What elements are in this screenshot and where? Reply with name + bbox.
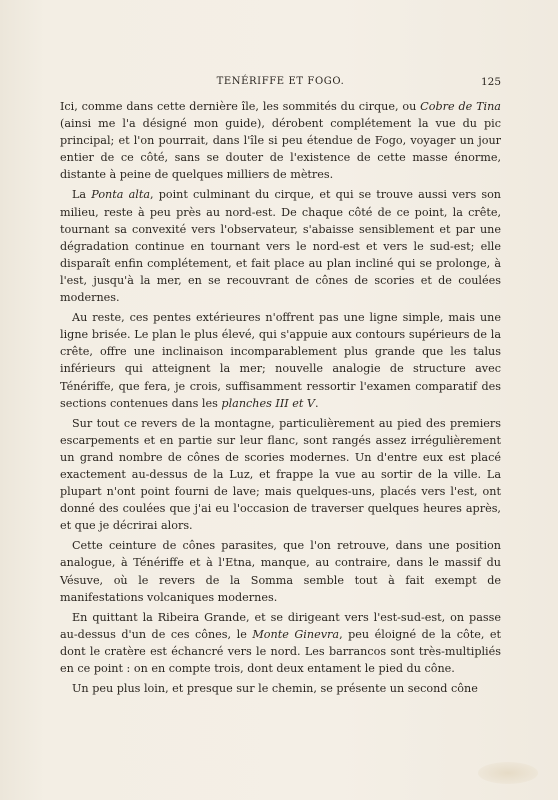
paragraph xyxy=(60,680,501,697)
text-segment: Au reste, ces pentes extérieures n'offrent pas une ligne simple, mais une ligne brisée. Le plan le plus élevé, qui s'appuie aux contours supérieurs de la crête, offre une inclinaison incomparablement plus grande que les talus inférieurs qui atteignent la mer; nouvelle analogie de structure avec Ténériffe, que fera, je crois, suffisamment ressortir l'examen comparatif des sections contenues dans les xyxy=(60,311,501,410)
page-number: 125 xyxy=(480,76,501,88)
paragraph xyxy=(60,537,501,605)
paragraph xyxy=(60,186,501,306)
text-segment: (ainsi me l'a désigné mon guide), dérobent complétement la vue du pic principal; et l'on pourrait, dans l'île si peu étendue de Fogo, voyager un jour entier de ce côté, sans se douter de l'existence de cette masse énorme, distante à peine de quelques milliers de mètres. xyxy=(60,117,501,182)
text-segment: . xyxy=(315,396,319,410)
running-title: TENÉRIFFE ET FOGO. xyxy=(216,76,345,87)
italic-text: Ponta alta xyxy=(91,188,150,202)
paragraph xyxy=(60,609,501,677)
paragraph xyxy=(60,98,501,183)
page-header xyxy=(60,76,501,92)
italic-text: Cobre de Tina xyxy=(420,100,501,113)
paragraph xyxy=(60,415,501,535)
paper-stain xyxy=(478,762,538,784)
text-segment: La xyxy=(72,188,92,202)
paragraph xyxy=(60,309,501,412)
text-segment: , point culminant du cirque, et qui se trouve aussi vers son milieu, reste à peu près au nord-est. De chaque côté de ce point, la crête, tournant sa convexité vers l'observateur, s'abaisse sensiblement et par une dégradation continue en tournant vers le nord-est et vers le sud-est; elle disparaît enfin complétement, et fait place au plan incliné qui se prolonge, à l'est, jusqu'à la mer, en se recouvrant de cônes de scories et de coulées modernes. xyxy=(60,188,502,305)
text-segment: Cette ceinture de cônes parasites, que l'on retrouve, dans une position analogue, à Ténériffe et à l'Etna, manque, au contraire, dans le massif du Vésuve, où le revers de la Somma semble tout à fait exempt de manifestations volcaniques modernes. xyxy=(60,539,501,604)
italic-text: planches III et V xyxy=(221,396,315,410)
text-segment: Sur tout ce revers de la montagne, particulièrement au pied des premiers escarpements et en partie sur leur flanc, sont rangés assez irrégulièrement un grand nombre de cônes de scories modernes. Un d'entre eux est placé exactement au-dessus de la Luz, et frappe la vue au sortir de la ville. La plupart n'ont point fourni de lave; mais quelques-uns, placés vers l'est, ont donné des coulées que j'ai eu l'occasion de traverser quelques heures après, et que je décrirai alors. xyxy=(60,416,501,533)
text-segment: En quittant la Ribeira Grande, et se dirigeant vers l'est-sud-est, on passe au-dessus d'un de ces cônes, le xyxy=(60,610,501,641)
text-segment: , peu éloigné de la côte, et dont le cratère est échancré vers le nord. Les barrancos sont très-multipliés en ce point : on en compte trois, dont deux entament le pied du cône. xyxy=(60,627,502,675)
text-segment: Un peu plus loin, et presque sur le chemin, se présente un second cône xyxy=(72,682,478,696)
text-segment: Ici, comme dans cette dernière île, les sommités du cirque, ou xyxy=(60,100,421,113)
italic-text: Monte Ginevra xyxy=(252,627,340,641)
body-text xyxy=(60,98,501,697)
